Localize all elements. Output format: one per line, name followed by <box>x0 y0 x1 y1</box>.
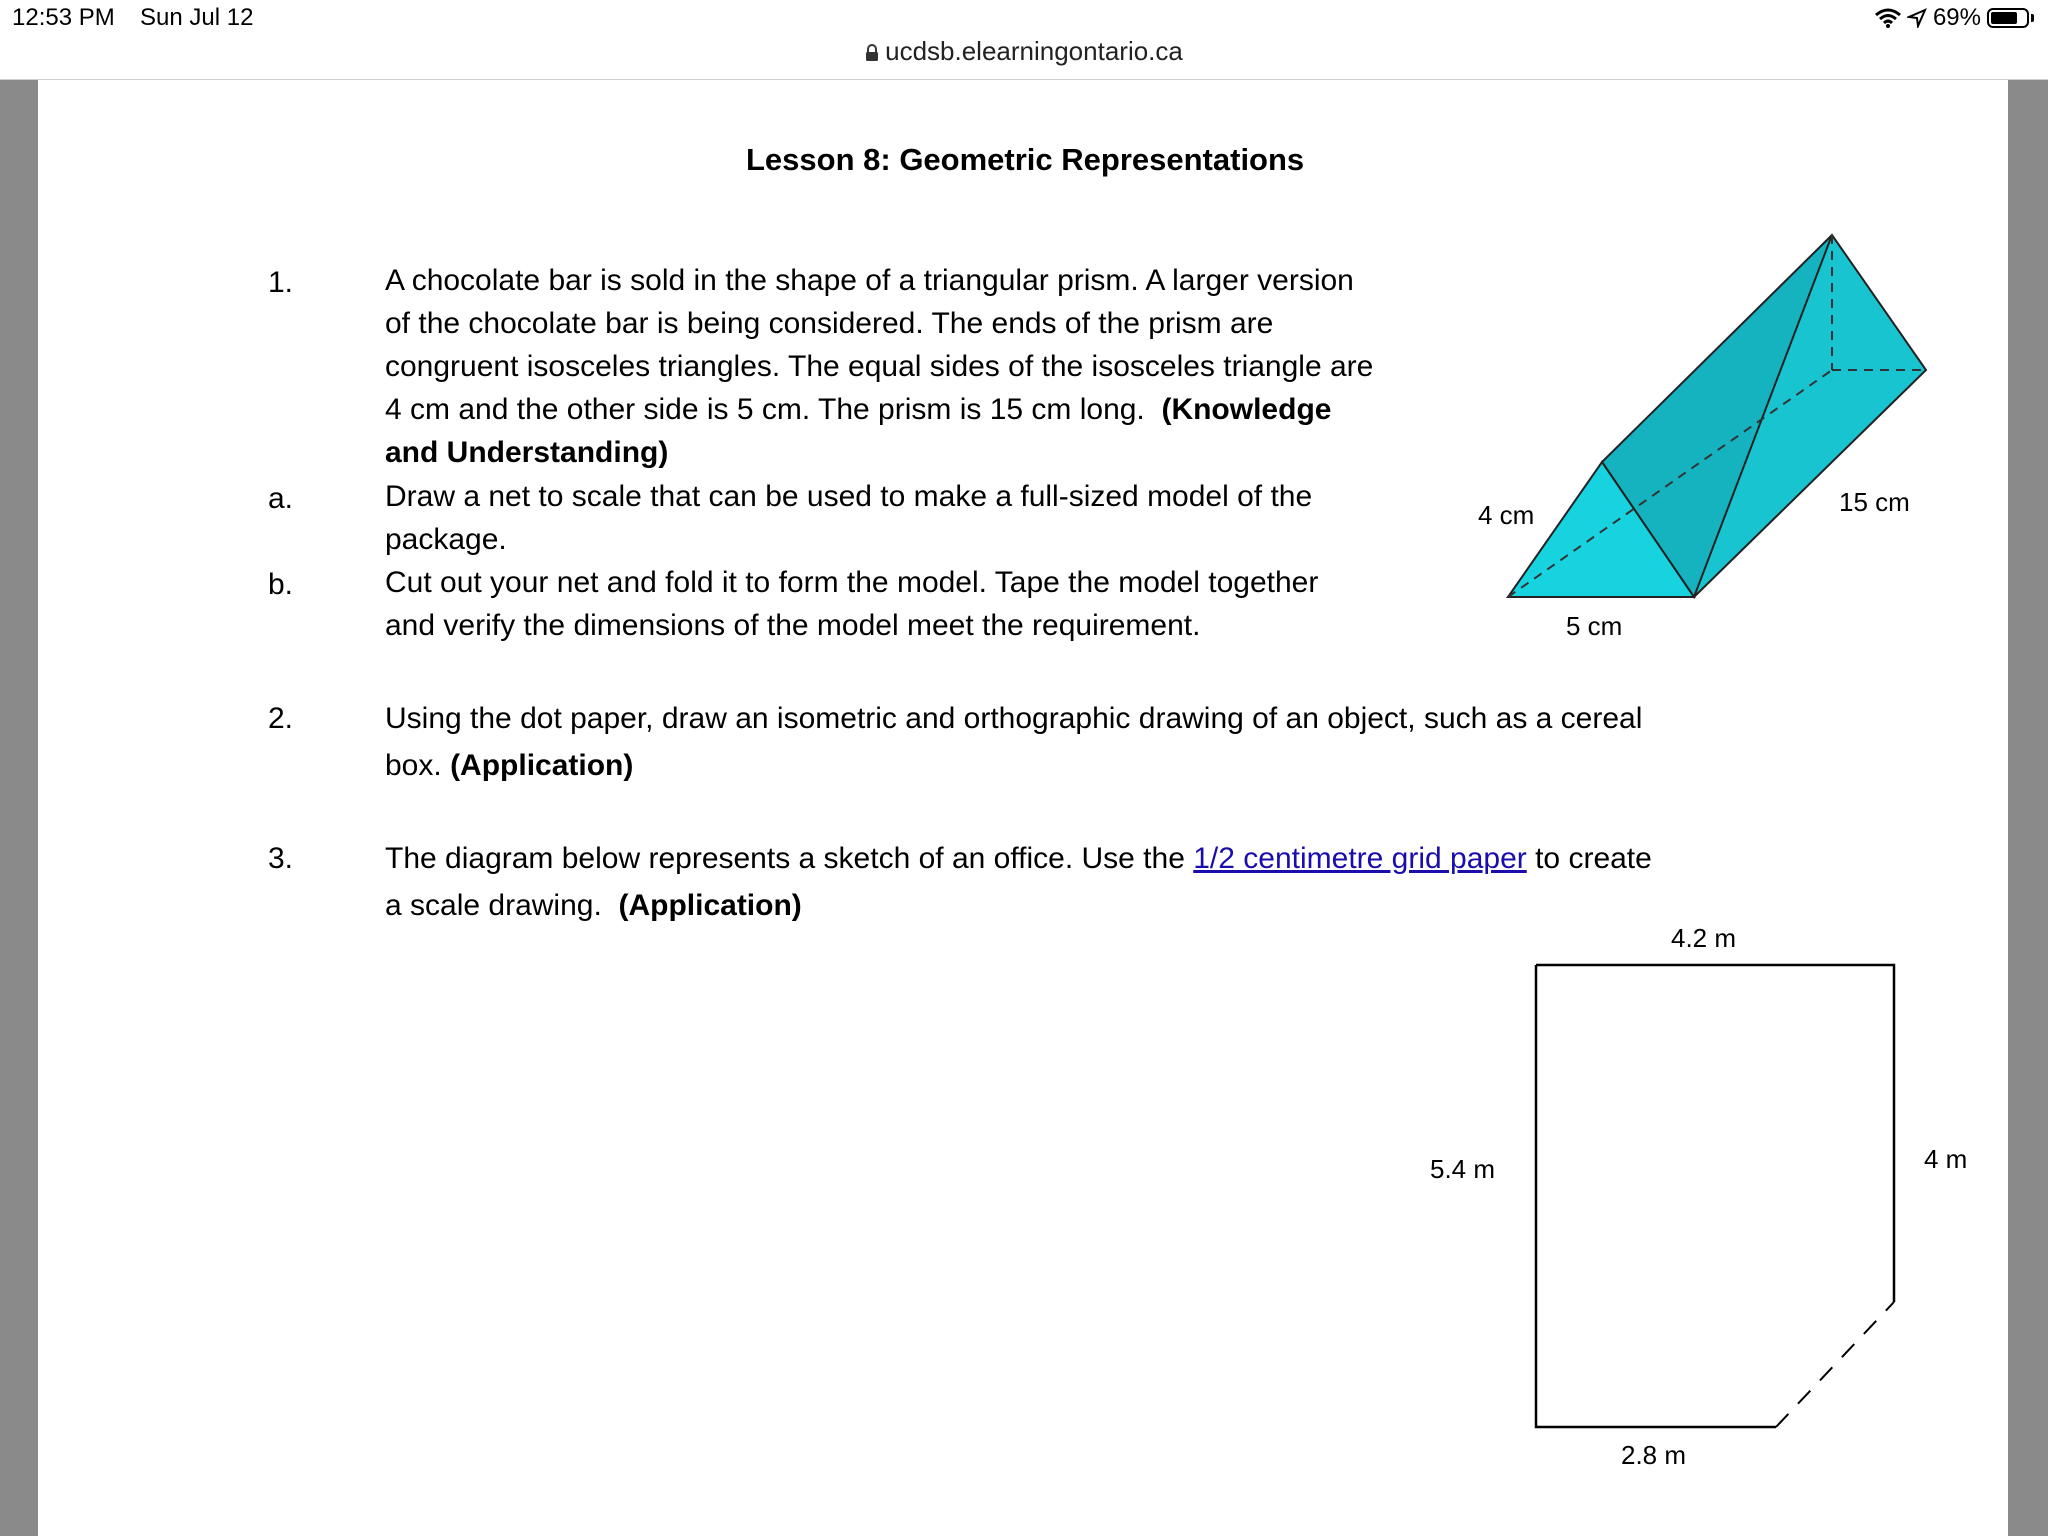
q1b-label: b. <box>268 568 294 601</box>
q2-tag: (Application) <box>450 749 634 782</box>
status-date: Sun Jul 12 <box>140 4 254 31</box>
q1-line: congruent isosceles triangles. The equal sides of the isosceles triangle are <box>385 350 1374 383</box>
q3-tag: (Application) <box>618 889 802 922</box>
office-diagonal-wall <box>1776 1302 1894 1427</box>
q2-text: Using the dot paper, draw an isometric and orthographic drawing of an object, such as a cereal box. (Application) <box>385 702 1643 782</box>
q1-line: A chocolate bar is sold in the shape of a triangular prism. A larger version <box>385 264 1354 297</box>
office-floor-plan <box>1536 965 1894 1427</box>
page-title: Lesson 8: Geometric Representations <box>746 142 1305 177</box>
q2-number: 2. <box>268 702 294 735</box>
status-time: 12:53 PM <box>12 4 115 31</box>
prism-label-base: 5 cm <box>1566 611 1623 641</box>
q1-line-4: 4 cm and the other side is 5 cm. The prism is 15 cm long. (Knowledge <box>385 393 1332 426</box>
q1-number: 1. <box>268 266 294 299</box>
q3-text: The diagram below represents a sketch of an office. Use the 1/2 centimetre grid paper to create a scale drawing. (Application) <box>385 842 1652 922</box>
q3-number: 3. <box>268 842 294 875</box>
q1b-text: Cut out your net and fold it to form the model. Tape the model together and verify the dimensions of the model meet the requirement. <box>385 566 1319 642</box>
prism-label-side: 4 cm <box>1478 500 1535 530</box>
q1a-label: a. <box>268 482 294 515</box>
office-label-right: 4 m <box>1924 1144 1968 1174</box>
office-walls <box>1536 965 1894 1302</box>
office-label-left: 5.4 m <box>1430 1154 1496 1184</box>
office-label-bottom: 2.8 m <box>1621 1440 1687 1470</box>
office-label-top: 4.2 m <box>1671 923 1737 953</box>
grid-paper-link[interactable]: 1/2 centimetre grid paper <box>1193 842 1527 875</box>
triangular-prism-figure <box>1508 235 1926 597</box>
q1-tag-line2: and Understanding) <box>385 436 669 469</box>
battery-percent: 69% <box>1932 4 1981 31</box>
url-domain: ucdsb.elearningontario.ca <box>885 36 1183 66</box>
q1-tag: (Knowledge <box>1161 393 1332 426</box>
prism-label-length: 15 cm <box>1839 487 1910 517</box>
q1-line: of the chocolate bar is being considered. The ends of the prism are <box>385 307 1274 340</box>
q1a-text: Draw a net to scale that can be used to make a full-sized model of the package. <box>385 480 1313 556</box>
office-walls <box>1536 965 1776 1427</box>
